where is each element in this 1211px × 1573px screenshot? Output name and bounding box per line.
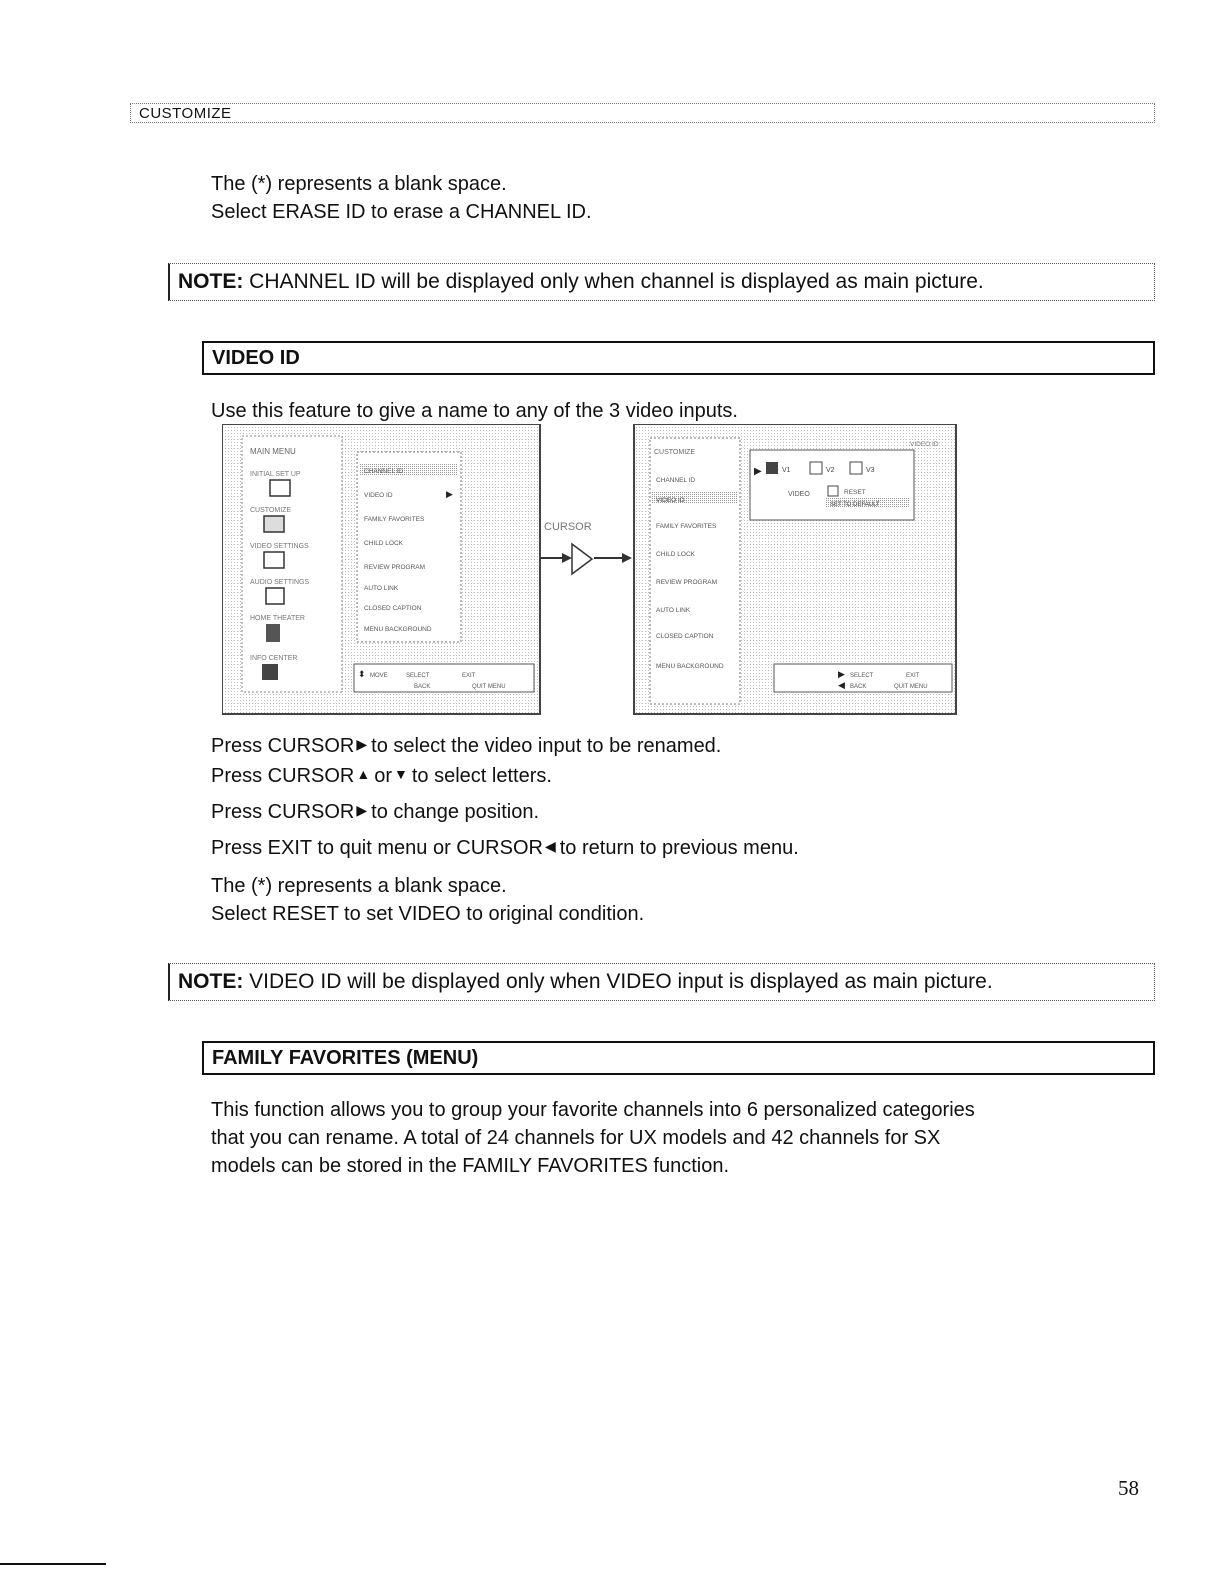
instruction-4-b: to return to previous menu. xyxy=(559,837,799,859)
right-footer-quit: QUIT MENU xyxy=(894,684,928,690)
note-video-id xyxy=(168,963,1155,1001)
note-text: VIDEO ID will be displayed only when VIDEO input is displayed as main picture. xyxy=(249,970,993,993)
category-video-settings: VIDEO SETTINGS xyxy=(250,543,309,550)
intro-line-2: Select ERASE ID to erase a CHANNEL ID. xyxy=(211,201,592,223)
menu-figure xyxy=(222,424,958,716)
cursor-right-icon: ▶ xyxy=(356,736,368,752)
right-menu-item-0: CHANNEL ID xyxy=(656,477,696,484)
cursor-left-icon: ◀ xyxy=(544,838,556,854)
instruction-2-a: Press CURSOR xyxy=(211,765,355,787)
footer-move-icon: ⬍ xyxy=(358,669,366,679)
cursor-label: CURSOR xyxy=(544,521,592,533)
initial-setup-icon xyxy=(270,480,290,496)
section-header xyxy=(130,103,1155,123)
left-footer-back: BACK xyxy=(414,684,431,690)
right-menu-item-4: REVIEW PROGRAM xyxy=(656,579,718,586)
submenu-item-5: AUTO LINK xyxy=(364,585,399,592)
video-settings-icon xyxy=(264,552,284,568)
reset-label: RESET xyxy=(844,489,866,496)
left-footer-select: SELECT xyxy=(406,673,430,679)
submenu-item-7: MENU BACKGROUND xyxy=(364,626,432,633)
left-footer-exit: EXIT xyxy=(462,673,476,679)
intro-line-1: The (*) represents a blank space. xyxy=(211,173,507,195)
right-menu-item-1: VIDEO ID xyxy=(656,497,685,504)
left-footer-move: MOVE xyxy=(370,673,388,679)
section-heading-family-favorites: FAMILY FAVORITES (MENU) xyxy=(202,1041,1155,1075)
submenu-item-4: REVIEW PROGRAM xyxy=(364,564,426,571)
cursor-right-icon: ▶ xyxy=(356,802,368,818)
instruction-4 xyxy=(211,832,799,862)
submenu-item-1: VIDEO ID xyxy=(364,492,393,499)
input-v2-label: V2 xyxy=(826,467,835,474)
reset-sub-label: SET TO DEFAULT xyxy=(830,502,880,508)
customize-icon xyxy=(264,516,284,532)
category-home-theater: HOME THEATER xyxy=(250,615,305,622)
footer-back-icon: ◀ xyxy=(838,680,845,690)
input-v3-label: V3 xyxy=(866,467,875,474)
note-text: CHANNEL ID will be displayed only when channel is displayed as main picture. xyxy=(249,270,984,293)
category-initial-setup: INITIAL SET UP xyxy=(250,471,301,478)
ff-line-2: that you can rename. A total of 24 channels for UX models and 42 channels for SX xyxy=(211,1127,941,1149)
category-info-center: INFO CENTER xyxy=(250,655,298,662)
v3-checkbox[interactable] xyxy=(850,462,862,474)
section-heading-video-id: VIDEO ID xyxy=(202,341,1155,375)
video-id-description: Use this feature to give a name to any of the 3 video inputs. xyxy=(211,400,738,422)
footer-rule xyxy=(0,1563,106,1565)
note-label: NOTE: xyxy=(178,270,244,293)
v2-checkbox[interactable] xyxy=(810,462,822,474)
instruction-3 xyxy=(211,796,799,826)
note-channel-id xyxy=(168,263,1155,301)
right-footer-select: SELECT xyxy=(850,673,874,679)
section-header-label: CUSTOMIZE xyxy=(139,105,232,122)
instruction-3-a: Press CURSOR xyxy=(211,801,355,823)
outro-line-1: The (*) represents a blank space. xyxy=(211,875,507,897)
footer-select-icon: ▶ xyxy=(838,669,845,679)
cursor-up-icon: ▲ xyxy=(356,766,371,782)
submenu-arrow-icon: ▶ xyxy=(446,489,453,499)
video-id-outro xyxy=(211,872,644,928)
family-favorites-description xyxy=(211,1096,975,1180)
instruction-1 xyxy=(211,730,799,760)
instruction-4-a: Press EXIT to quit menu or CURSOR xyxy=(211,837,543,859)
info-center-icon xyxy=(262,664,278,680)
right-screen-corner: VIDEO ID xyxy=(910,441,939,448)
category-audio-settings: AUDIO SETTINGS xyxy=(250,579,310,586)
right-menu-item-2: FAMILY FAVORITES xyxy=(656,523,717,530)
left-screen-title: MAIN MENU xyxy=(250,447,296,456)
category-customize: CUSTOMIZE xyxy=(250,507,292,514)
right-footer-back: BACK xyxy=(850,684,867,690)
input-arrow-icon: ▶ xyxy=(754,466,762,477)
right-footer-exit: EXIT xyxy=(906,673,920,679)
right-menu-screen xyxy=(634,424,956,714)
video-label: VIDEO xyxy=(788,491,810,498)
outro-line-2: Select RESET to set VIDEO to original condition. xyxy=(211,903,645,925)
home-theater-icon xyxy=(266,624,280,642)
instruction-3-b: to change position. xyxy=(371,801,540,823)
intro-paragraph xyxy=(211,170,592,226)
instruction-1-b: to select the video input to be renamed. xyxy=(371,735,722,757)
right-menu-item-7: MENU BACKGROUND xyxy=(656,663,724,670)
reset-checkbox[interactable] xyxy=(828,486,838,496)
ff-line-3: models can be stored in the FAMILY FAVORITES function. xyxy=(211,1155,730,1177)
left-footer-quit: QUIT MENU xyxy=(472,684,506,690)
instruction-2 xyxy=(211,760,799,790)
instruction-2-b: or xyxy=(374,765,393,787)
audio-settings-icon xyxy=(266,588,284,604)
submenu-item-3: CHILD LOCK xyxy=(364,540,404,547)
instructions xyxy=(211,730,799,862)
ff-line-1: This function allows you to group your favorite channels into 6 personalized categories xyxy=(211,1099,975,1121)
submenu-item-2: FAMILY FAVORITES xyxy=(364,516,425,523)
left-menu-screen xyxy=(222,424,540,714)
right-screen-title: CUSTOMIZE xyxy=(654,449,696,456)
page-number: 58 xyxy=(1118,1476,1139,1500)
instruction-2-c: to select letters. xyxy=(411,765,552,787)
instruction-1-a: Press CURSOR xyxy=(211,735,355,757)
cursor-down-icon: ▼ xyxy=(394,766,408,782)
right-menu-item-6: CLOSED CAPTION xyxy=(656,633,714,640)
submenu-item-6: CLOSED CAPTION xyxy=(364,605,422,612)
submenu-item-0: CHANNEL ID xyxy=(364,468,404,475)
right-menu-item-5: AUTO LINK xyxy=(656,607,691,614)
right-menu-item-3: CHILD LOCK xyxy=(656,551,696,558)
v1-checkbox[interactable] xyxy=(766,462,778,474)
cursor-right-icon xyxy=(572,544,592,574)
input-v1-label: V1 xyxy=(782,467,791,474)
cursor-connector xyxy=(540,521,632,574)
note-label: NOTE: xyxy=(178,970,244,993)
